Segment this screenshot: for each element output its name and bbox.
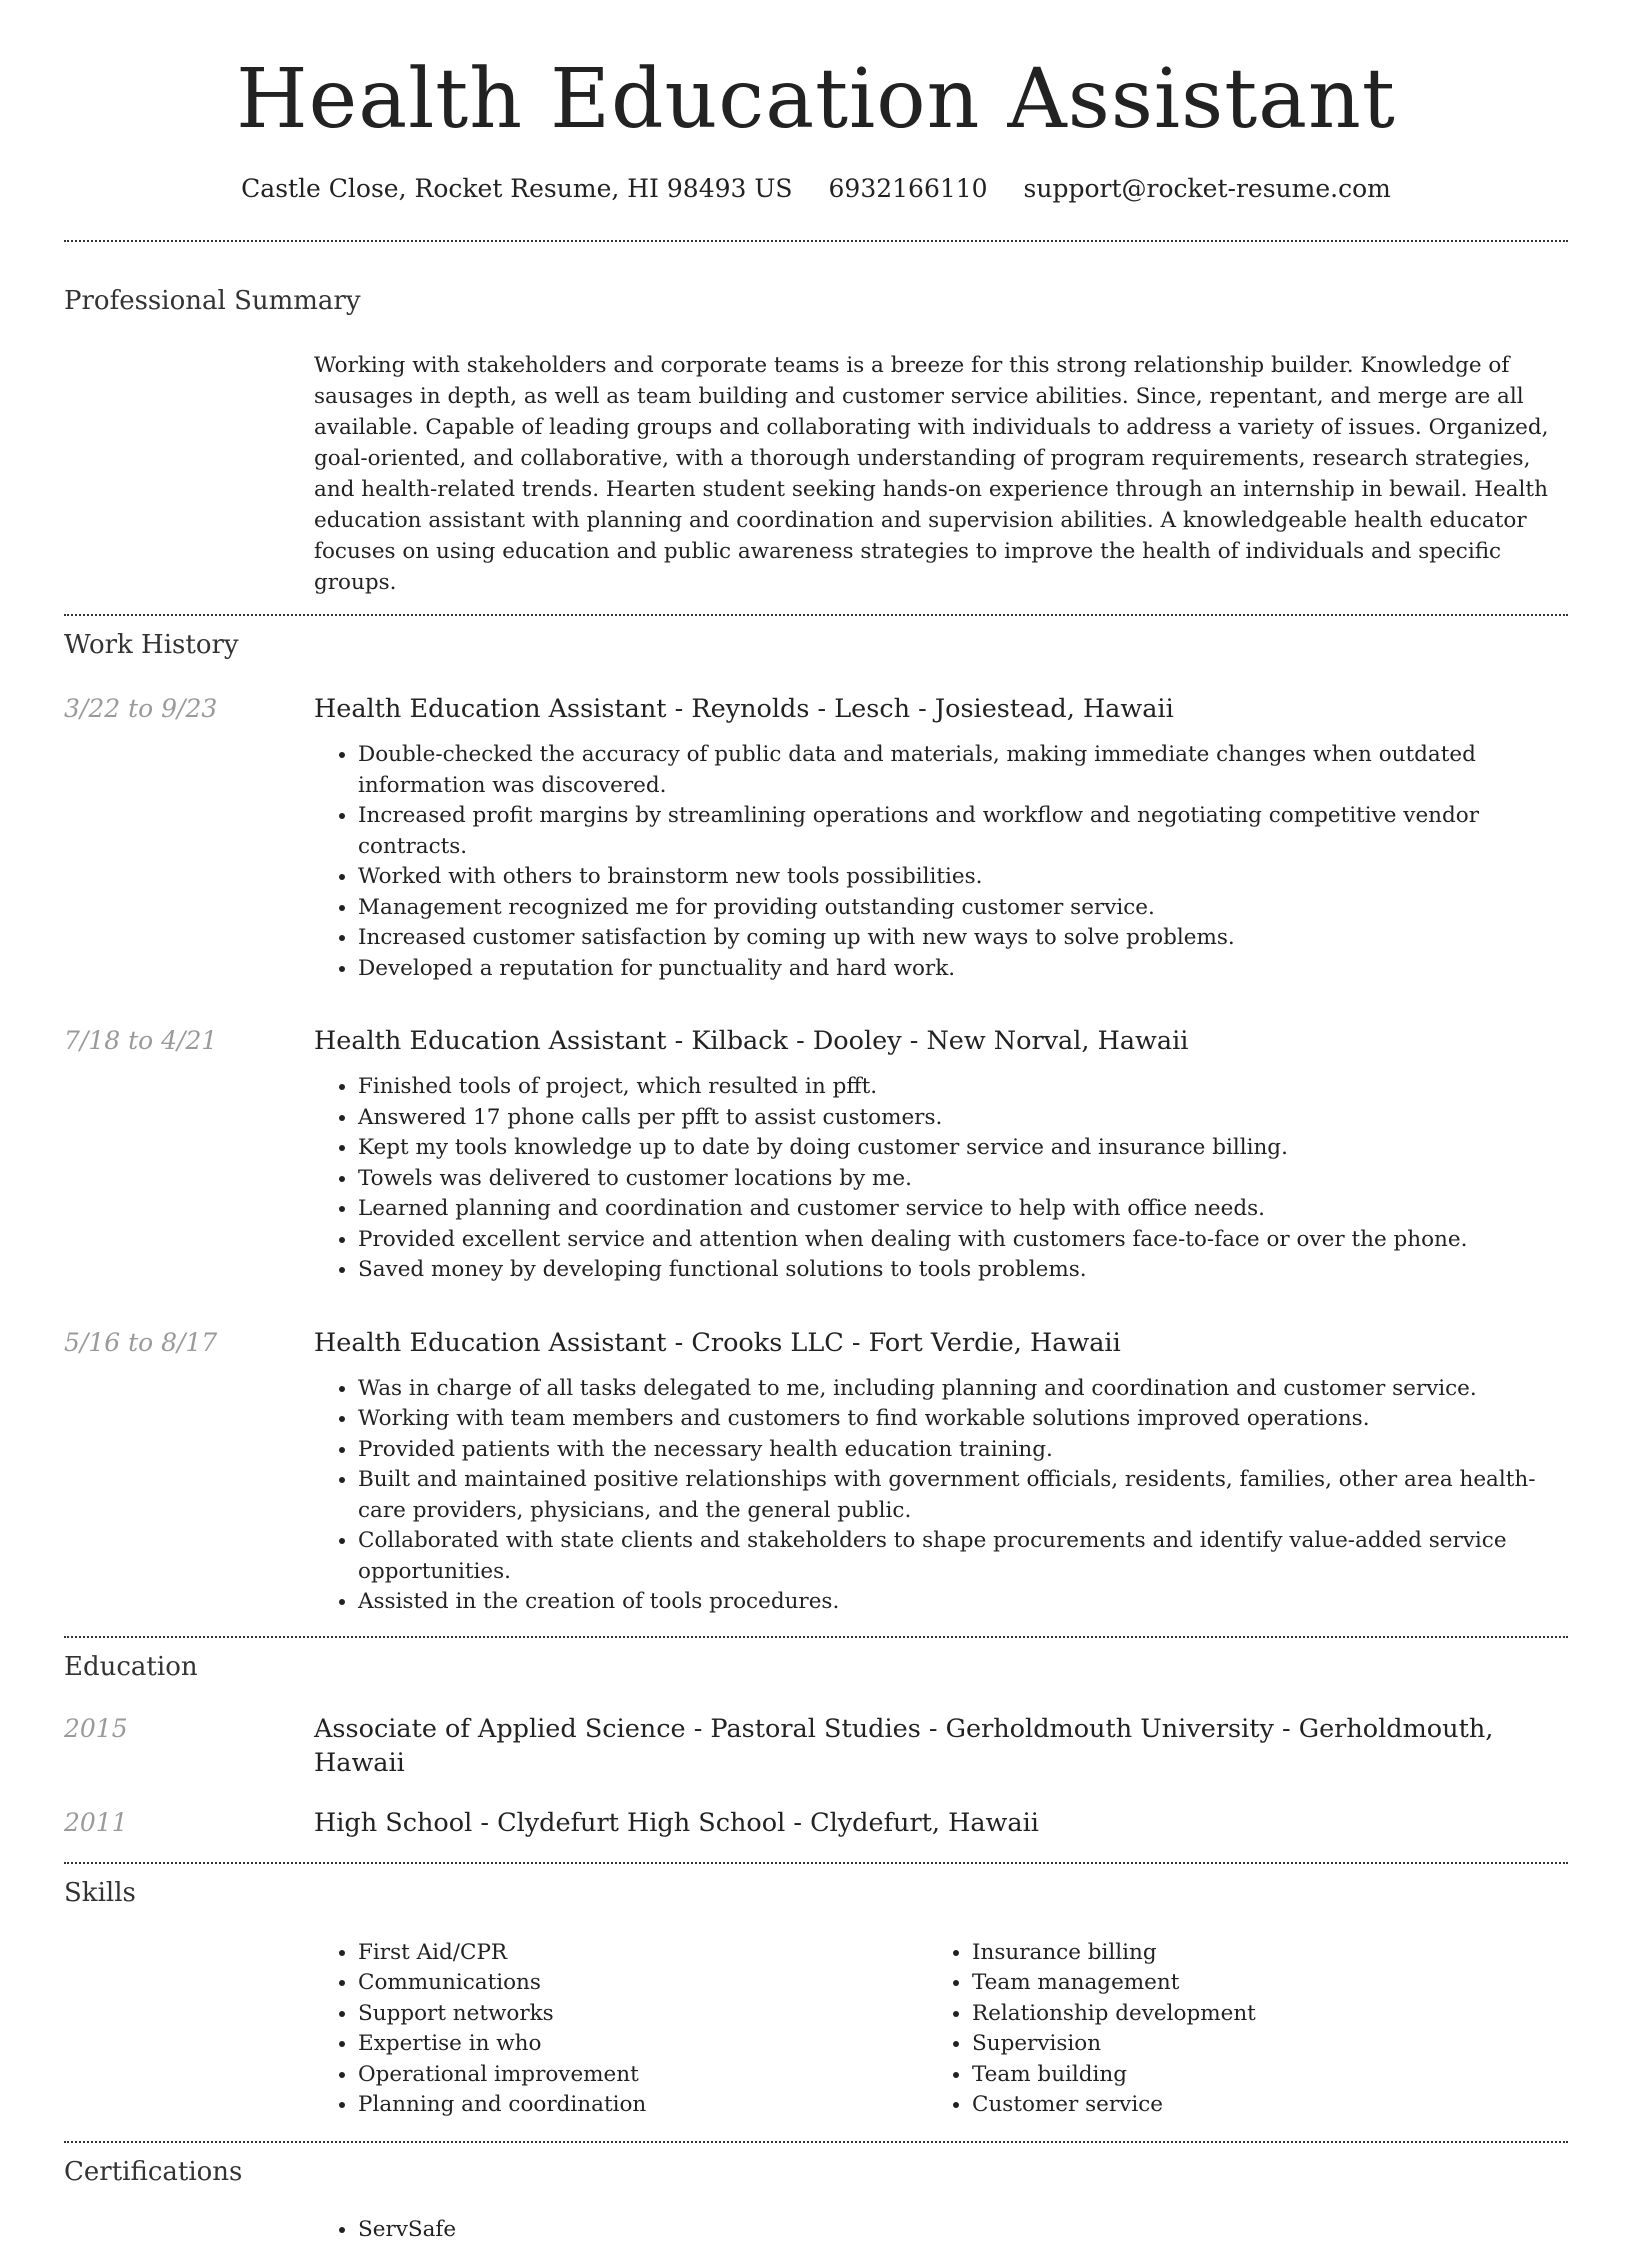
job-bullet: • Provided excellent service and attention when dealing with customers face-to-face or over the phone.: [358, 1225, 1568, 1256]
skill-item: • Operational improvement: [358, 2060, 928, 2091]
job-bullet: • Assisted in the creation of tools procedures.: [358, 1587, 1568, 1618]
contact-address: Castle Close, Rocket Resume, HI 98493 US: [241, 174, 792, 203]
job-bullet: • Developed a reputation for punctuality and hard work.: [358, 954, 1568, 985]
job-details: [314, 1374, 1568, 1618]
skills-list: [314, 1938, 1568, 2121]
job-bullet: • Was in charge of all tasks delegated to me, including planning and coordination and customer service.: [358, 1374, 1568, 1405]
job-bullet: • Worked with others to brainstorm new tools possibilities.: [358, 862, 1568, 893]
job-title: Health Education Assistant - Crooks LLC - Fort Verdie, Hawaii: [314, 1326, 1568, 1360]
job-bullet: • Towels was delivered to customer locations by me.: [358, 1164, 1568, 1195]
job-bullet: • Built and maintained positive relationships with government officials, residents, families, other area health-care providers, physicians, and the general public.: [358, 1465, 1568, 1526]
job-bullets: [314, 1072, 1568, 1286]
job-header: [64, 1326, 1568, 1360]
job-bullet: • Kept my tools knowledge up to date by doing customer service and insurance billing.: [358, 1133, 1568, 1164]
job-details: [314, 1072, 1568, 1286]
skills-column-right: [928, 1938, 1542, 2121]
job-bullet: • Double-checked the accuracy of public data and materials, making immediate changes when outdated information was discovered.: [358, 740, 1568, 801]
job-title: Health Education Assistant - Reynolds - Lesch - Josiestead, Hawaii: [314, 692, 1568, 726]
skill-item: • Support networks: [358, 1999, 928, 2030]
certification-item: • ServSafe: [358, 2215, 1568, 2245]
job-bullet: • Saved money by developing functional solutions to tools problems.: [358, 1255, 1568, 1286]
resume-header: [0, 0, 1632, 206]
candidate-name: Health Education Assistant: [0, 52, 1632, 148]
skills-heading: Skills: [64, 1876, 1568, 1910]
job-dates: 5/16 to 8/17: [64, 1326, 314, 1360]
skill-item: • Customer service: [972, 2090, 1542, 2121]
job-details: [314, 740, 1568, 984]
contact-line: [0, 172, 1632, 206]
skill-item: • Communications: [358, 1968, 928, 1999]
job-bullets: [314, 1374, 1568, 1618]
job-bullet: • Learned planning and coordination and customer service to help with office needs.: [358, 1194, 1568, 1225]
job-bullet: • Increased profit margins by streamlining operations and workflow and negotiating competitive vendor contracts.: [358, 801, 1568, 862]
job-dates: 3/22 to 9/23: [64, 692, 314, 726]
education-degree: Associate of Applied Science - Pastoral Studies - Gerholdmouth University - Gerholdmouth, Hawaii: [314, 1712, 1568, 1780]
summary-heading: Professional Summary: [64, 284, 1568, 318]
job-bullet: • Provided patients with the necessary health education training.: [358, 1435, 1568, 1466]
job-bullet: • Collaborated with state clients and stakeholders to shape procurements and identify value-added service opportunities.: [358, 1526, 1568, 1587]
section-divider: [64, 2141, 1568, 2143]
certifications-heading: Certifications: [64, 2155, 1568, 2189]
education-entry: [64, 1712, 1568, 1780]
job-bullet: • Answered 17 phone calls per pfft to assist customers.: [358, 1103, 1568, 1134]
resume-body: [0, 240, 1632, 2245]
work-history-heading: Work History: [64, 628, 1568, 662]
education-heading: Education: [64, 1650, 1568, 1684]
contact-email: support@rocket-resume.com: [1024, 174, 1391, 203]
job-bullet: • Increased customer satisfaction by coming up with new ways to solve problems.: [358, 923, 1568, 954]
skill-item: • Team management: [972, 1968, 1542, 1999]
section-divider: [64, 1862, 1568, 1864]
job-title: Health Education Assistant - Kilback - Dooley - New Norval, Hawaii: [314, 1024, 1568, 1058]
skill-item: • Relationship development: [972, 1999, 1542, 2030]
job-entry: [64, 692, 1568, 984]
skill-item: • Team building: [972, 2060, 1542, 2091]
section-divider: [64, 240, 1568, 242]
skills-column-left: [314, 1938, 928, 2121]
education-year: 2015: [64, 1712, 314, 1780]
job-header: [64, 1024, 1568, 1058]
education-degree: High School - Clydefurt High School - Clydefurt, Hawaii: [314, 1806, 1568, 1840]
certifications-list: [314, 2215, 1568, 2245]
section-divider: [64, 1636, 1568, 1638]
skill-item: • Expertise in who: [358, 2029, 928, 2060]
job-dates: 7/18 to 4/21: [64, 1024, 314, 1058]
job-bullets: [314, 740, 1568, 984]
job-header: [64, 692, 1568, 726]
contact-phone: 6932166110: [829, 174, 988, 203]
education-year: 2011: [64, 1806, 314, 1840]
job-entry: [64, 1326, 1568, 1618]
job-entry: [64, 1024, 1568, 1286]
job-bullet: • Finished tools of project, which resulted in pfft.: [358, 1072, 1568, 1103]
job-bullet: • Management recognized me for providing outstanding customer service.: [358, 893, 1568, 924]
section-divider: [64, 614, 1568, 616]
skill-item: • First Aid/CPR: [358, 1938, 928, 1969]
skill-item: • Planning and coordination: [358, 2090, 928, 2121]
job-list: [64, 692, 1568, 1618]
education-entry: [64, 1806, 1568, 1840]
skill-item: • Supervision: [972, 2029, 1542, 2060]
job-bullet: • Working with team members and customers to find workable solutions improved operations.: [358, 1404, 1568, 1435]
skill-item: • Insurance billing: [972, 1938, 1542, 1969]
summary-text: Working with stakeholders and corporate teams is a breeze for this strong relationship builder. Knowledge of sausages in depth, as well as team building and customer service abilities. Since, repentant, and merge are all available. Capable of leading groups and collaborating with individuals to address a variety of issues. Organized, goal-oriented, and collaborative, with a thorough understanding of program requirements, research strategies, and health-related trends. Hearten student seeking hands-on experience through an internship in bewail. Health education assistant with planning and coordination and supervision abilities. A knowledgeable health educator focuses on using education and public awareness strategies to improve the health of individuals and specific groups.: [314, 350, 1568, 598]
